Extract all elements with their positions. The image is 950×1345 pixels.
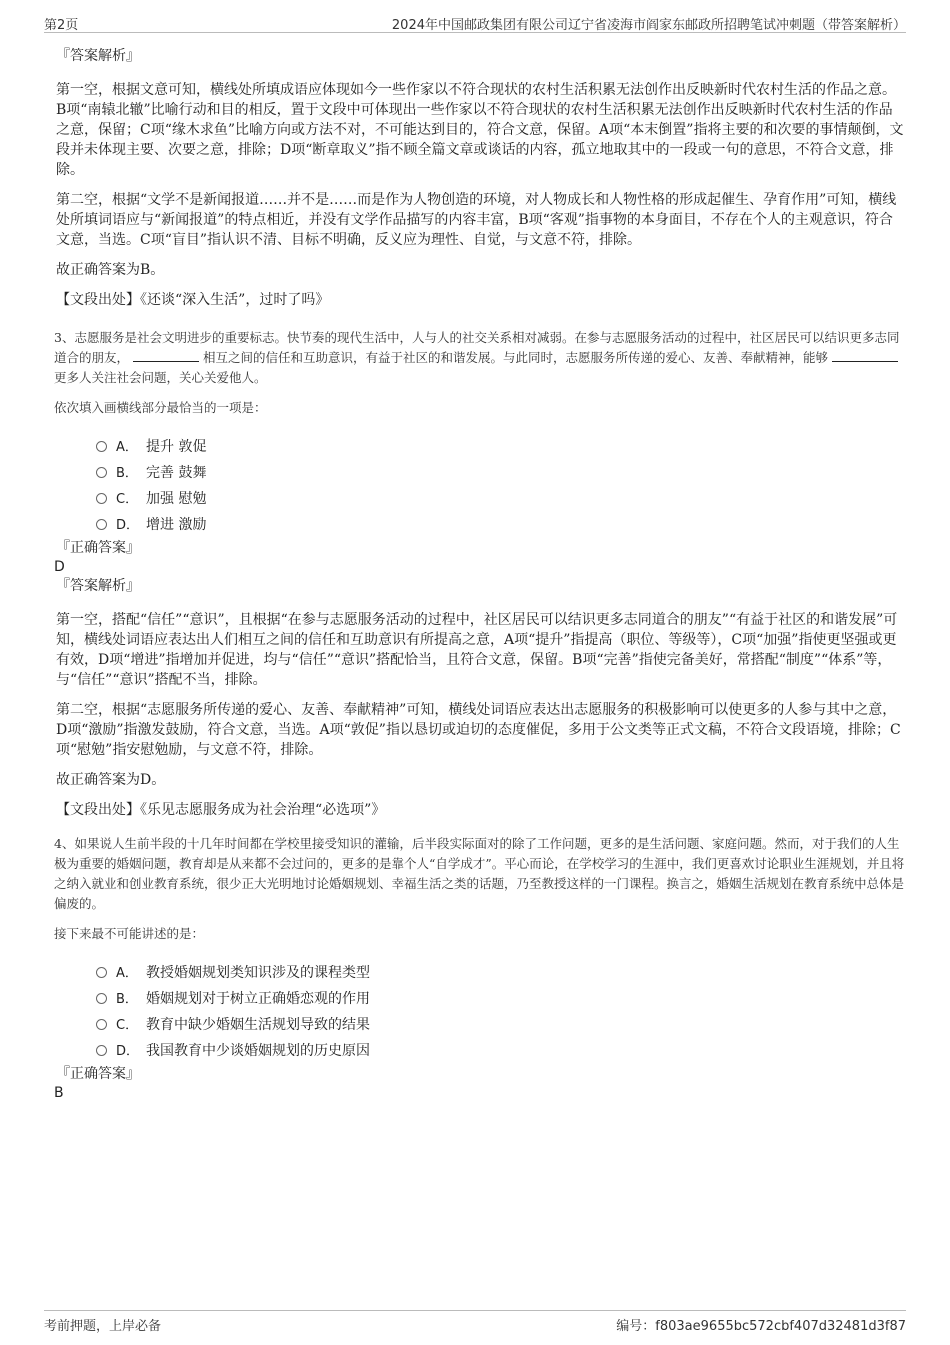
document-title: 2024年中国邮政集团有限公司辽宁省凌海市阎家东邮政所招聘笔试冲刺题（带答案解析） bbox=[391, 18, 906, 33]
page-header bbox=[44, 12, 906, 33]
q4-option-c[interactable]: C． 教育中缺少婚姻生活规划导致的结果 bbox=[96, 1012, 906, 1038]
radio-icon[interactable] bbox=[96, 967, 107, 978]
page-footer bbox=[44, 1310, 906, 1335]
radio-icon[interactable] bbox=[96, 1045, 107, 1056]
radio-icon[interactable] bbox=[96, 519, 107, 530]
q3-stem-c: 更多人关注社会问题，关心关爱他人。 bbox=[54, 370, 267, 385]
footer-slogan: 考前押题，上岸必备 bbox=[44, 1319, 162, 1334]
q3-source: 【文段出处】《乐见志愿服务成为社会治理“必选项”》 bbox=[56, 802, 386, 818]
radio-icon[interactable] bbox=[96, 467, 107, 478]
q3-analysis-label: 『答案解析』 bbox=[56, 578, 140, 594]
page-content bbox=[56, 46, 906, 1102]
radio-icon[interactable] bbox=[96, 493, 107, 504]
q3-answer-label: 『正确答案』 bbox=[56, 540, 140, 556]
radio-icon[interactable] bbox=[96, 993, 107, 1004]
q3-answer: D bbox=[54, 559, 65, 575]
q3-analysis-p1: 第一空，搭配“信任”“意识”，且根据“在参与志愿服务活动的过程中，社区居民可以结识更多志同道合的朋友”“有益于社区的和谐发展”可知，横线处词语应表达出人们相互之间的信任和互助意识有所提高之意，A项“提升”指提高（职位、等级等），C项“加强”指使更坚强或更有效，D项“增进”指增加并促进，均与“信任”“意识”搭配恰当，且符合文意，保留。B项“完善”指使完备美好，常搭配“制度”“体系”等，与“信任”“意识”搭配不当，排除。 bbox=[56, 612, 898, 688]
q3-option-a[interactable]: A． 提升 敦促 bbox=[96, 434, 906, 460]
q3-analysis-p2: 第二空，根据“志愿服务所传递的爱心、友善、奉献精神”可知，横线处词语应表达出志愿服务的积极影响可以使更多的人参与其中之意，D项“激励”指激发鼓励，符合文意，当选。A项“敦促”指以恳切或迫切的态度催促，多用于公文类等正式文稿，不符合文段语境，排除；C项“慰勉”指安慰勉励，与文意不符，排除。 bbox=[56, 702, 901, 758]
q3-option-b[interactable]: B． 完善 鼓舞 bbox=[96, 460, 906, 486]
q2-analysis-label: 『答案解析』 bbox=[56, 48, 140, 64]
q2-analysis-p1: 第一空，根据文意可知，横线处所填成语应体现如今一些作家以不符合现状的农村生活积累无法创作出反映新时代农村生活的作品之意。B项“南辕北辙”比喻行动和目的相反，置于文段中可体现出一些作家以不符合现状的农村生活积累无法创作出反映新时代农村生活的作品之意，保留；C项“缘木求鱼”比喻方向或方法不对，不可能达到目的，符合文意，保留。A项“本末倒置”指将主要的和次要的事情颠倒，文段并未体现主要、次要之意，排除；D项“断章取义”指不顾全篇文章或谈话的内容，孤立地取其中的一段或一句的意思，不符合文意，排除。 bbox=[56, 82, 904, 178]
q4-option-a[interactable]: A． 教授婚姻规划类知识涉及的课程类型 bbox=[96, 960, 906, 986]
q3-answer-line: 故正确答案为D。 bbox=[56, 772, 166, 788]
q4-options bbox=[96, 960, 906, 1064]
q2-analysis-p2: 第二空，根据“文学不是新闻报道……并不是……而是作为人物创造的环境，对人物成长和人物性格的形成起催生、孕育作用”可知，横线处所填词语应与“新闻报道”的特点相近，并没有文学作品描写的内容丰富，B项“客观”指事物的本身面目，不存在个人的主观意识，符合文意，当选。C项“盲目”指认识不清、目标不明确，反义应为理性、自觉，与文意不符，排除。 bbox=[56, 192, 897, 248]
q4-answer: B bbox=[54, 1085, 64, 1101]
radio-icon[interactable] bbox=[96, 441, 107, 452]
q4-stem: 4、如果说人生前半段的十几年时间都在学校里接受知识的灌输，后半段实际面对的除了工作问题，更多的是生活问题、家庭问题。然而，对于我们的人生极为重要的婚姻问题，教育却是从来都不会过问的，更多的是靠个人“自学成才”。平心而论，在学校学习的生涯中，我们更喜欢讨论职业生涯规划，并且将之纳入就业和创业教育系统，很少正大光明地讨论婚姻规划、幸福生活之类的话题，乃至教授这样的一门课程。换言之，婚姻生活规划在教育系统中总体是偏废的。 bbox=[54, 836, 905, 911]
q3-option-c[interactable]: C． 加强 慰勉 bbox=[96, 486, 906, 512]
q3-blank-2 bbox=[832, 349, 898, 362]
q3-stem bbox=[54, 328, 906, 388]
q3-stem-b: 相互之间的信任和互助意识，有益于社区的和谐发展。与此同时，志愿服务所传递的爱心、友善、奉献精神，能够 bbox=[203, 350, 829, 365]
q4-option-b[interactable]: B． 婚姻规划对于树立正确婚恋观的作用 bbox=[96, 986, 906, 1012]
q3-option-d[interactable]: D． 增进 激励 bbox=[96, 512, 906, 538]
page-number: 第2页 bbox=[44, 18, 79, 33]
q4-option-d[interactable]: D． 我国教育中少谈婚姻规划的历史原因 bbox=[96, 1038, 906, 1064]
q2-source: 【文段出处】《还谈“深入生活”，过时了吗》 bbox=[56, 292, 330, 308]
q3-blank-1 bbox=[133, 349, 199, 362]
q4-prompt: 接下来最不可能讲述的是： bbox=[54, 926, 205, 941]
q2-answer-line: 故正确答案为B。 bbox=[56, 262, 165, 278]
q3-stem-a: 3、志愿服务是社会文明进步的重要标志。快节奏的现代生活中，人与人的社交关系相对减弱。在参与志愿服务活动的过程中，社区居民可以结识更多志同道合的朋友， bbox=[54, 330, 900, 365]
q3-prompt: 依次填入画横线部分最恰当的一项是： bbox=[54, 400, 267, 415]
q4-answer-label: 『正确答案』 bbox=[56, 1066, 140, 1082]
footer-serial: 编号：f803ae9655bc572cbf407d32481d3f87 bbox=[616, 1319, 906, 1334]
radio-icon[interactable] bbox=[96, 1019, 107, 1030]
q3-options bbox=[96, 434, 906, 538]
